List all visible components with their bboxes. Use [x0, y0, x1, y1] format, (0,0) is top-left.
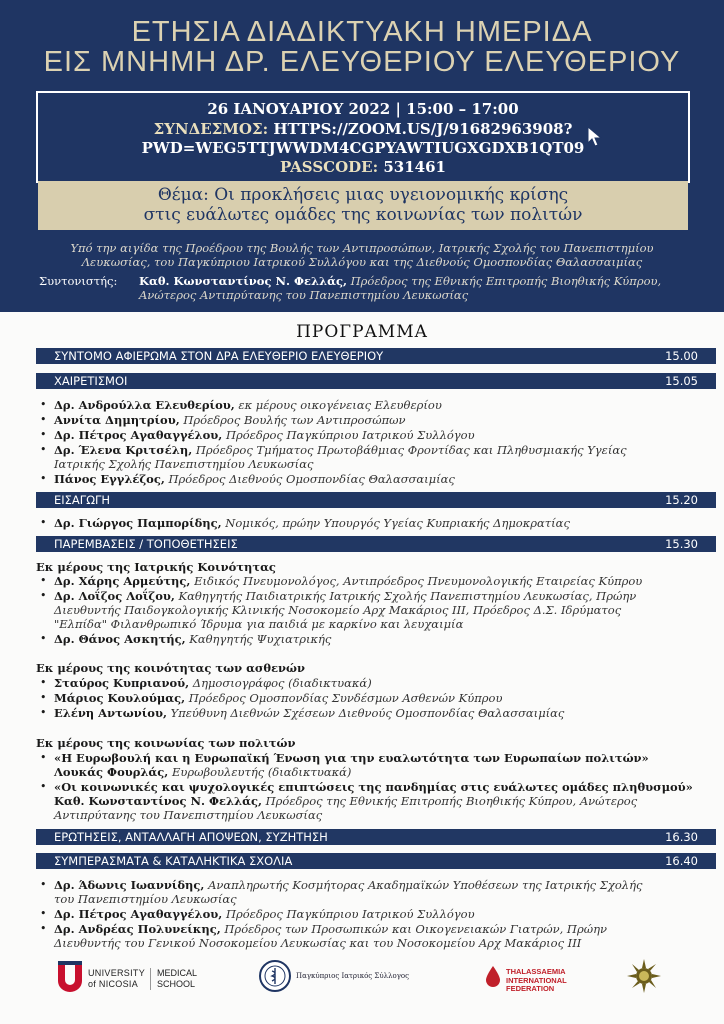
- coordinator-role1: Πρόεδρος της Εθνικής Επιτροπής Βιοηθικής Κύπρου,: [350, 274, 662, 288]
- section-bar-conclusions: [36, 853, 716, 869]
- bullet: •: [40, 878, 47, 891]
- section-bar-intro: [36, 492, 716, 508]
- passcode-label: PASSCODE:: [279, 158, 379, 176]
- list-item-continuation: του Πανεπιστημίου Λευκωσίας: [54, 892, 237, 906]
- list-item-continuation: Ιατρικής Σχολής Πανεπιστημίου Λευκωσίας: [54, 457, 314, 471]
- coordinator-label: Συντονιστής:: [39, 274, 118, 288]
- section-label: ΕΙΣΑΓΩΓΗ: [54, 493, 111, 507]
- link-label: ΣΥΝΔΕΣΜΟΣ:: [153, 120, 269, 138]
- bullet: •: [40, 428, 47, 441]
- list-item: Δρ. Ανδρέας Πολυνείκης, Πρόεδρος των Προσωπικών και Οικογενειακών Γιατρών, Πρώην: [54, 922, 607, 936]
- coordinator-name: Καθ. Κωνσταντίνος Ν. Φελλάς,: [139, 274, 347, 288]
- list-item: Δρ. Λοΐζος Λοΐζου, Καθηγητής Παιδιατρικής Ιατρικής Σχολής Πανεπιστημίου Λευκωσίας, Πρώην: [54, 589, 637, 603]
- bullet: •: [40, 632, 47, 645]
- section-bar-greetings: [36, 373, 716, 389]
- section-label: ΧΑΙΡΕΤΙΣΜΟΙ: [54, 374, 128, 388]
- list-item: Σταύρος Κυπριανού, Δημοσιογράφος (διαδικτυακά): [54, 676, 372, 690]
- talk-topic: «Οι κοινωνικές και ψυχολογικές επιπτώσεις της πανδημίας στις ευάλωτες ομάδες πληθυσμού»: [54, 780, 693, 794]
- aegis-line1: Υπό την αιγίδα της Προέδρου της Βουλής των Αντιπροσώπων, Ιατρικής Σχολής του Πανεπιστημίου: [70, 241, 654, 255]
- university-nicosia-logo-icon: [56, 961, 84, 993]
- sun-emblem-icon: [626, 958, 662, 994]
- unic-wordmark: UNIVERSITY of NICOSIA: [88, 968, 146, 989]
- bullet: •: [40, 413, 47, 426]
- section-time: 15.20: [665, 493, 698, 507]
- section-label: ΣΥΝΤΟΜΟ ΑΦΙΕΡΩΜΑ ΣΤΟΝ ΔΡΑ ΕΛΕΥΘΕΡΙΟ ΕΛΕΥΘΕΡΙΟΥ: [54, 349, 384, 363]
- zoom-link-part1[interactable]: HTTPS://ZOOM.US/J/91682963908?: [273, 120, 573, 138]
- talk-speaker: Λουκάς Φουρλάς, Ευρωβουλευτής (διαδικτυακά): [54, 765, 352, 779]
- list-item: Ελένη Αντωνίου, Υπεύθυνη Διεθνών Σχέσεων Διεθνούς Ομοσπονδίας Θαλασσαιμίας: [54, 706, 565, 720]
- list-item-continuation: Αντιπρύτανης του Πανεπιστημίου Λευκωσίας: [54, 808, 323, 822]
- theme-line1: Θέμα: Οι προκλήσεις μιας υγειονομικής κρίσης: [157, 185, 569, 205]
- talk-topic: «Η Ευρωβουλή και η Ευρωπαϊκή Ένωση για την ευαλωτότητα των Ευρωπαίων πολιτών»: [54, 751, 649, 765]
- aegis-line2: Λευκωσίας, του Παγκύπριου Ιατρικού Συλλόγου και της Διεθνούς Ομοσπονδίας Θαλασσαιμίας: [81, 255, 643, 269]
- zoom-link-part2[interactable]: PWD=WEG5TTJWWDM4CGPYAWTIUGXGDXB1QT09: [141, 139, 585, 157]
- bullet: •: [40, 922, 47, 935]
- section-bar-tribute: [36, 348, 716, 364]
- medical-association-seal-icon: [258, 959, 292, 993]
- date-time: 26 ΙΑΝΟΥΑΡΙΟΥ 2022 | 15:00 – 17:00: [207, 100, 519, 118]
- list-item: Δρ. Έλενα Κριτσέλη, Πρόεδρος Τμήματος Πρωτοβάθμιας Φροντίδας και Πληθυσμιακής Υγείας: [54, 443, 627, 457]
- list-item: Μάριος Κουλούμας, Πρόεδρος Ομοσπονδίας Συνδέσμων Ασθενών Κύπρου: [54, 691, 503, 705]
- list-item: Δρ. Πέτρος Αγαθαγγέλου, Πρόεδρος Παγκύπριου Ιατρικού Συλλόγου: [54, 907, 475, 921]
- section-label: ΕΡΩΤΗΣΕΙΣ, ΑΝΤΑΛΛΑΓΗ ΑΠΟΨΕΩΝ, ΣΥΖΗΤΗΣΗ: [54, 830, 328, 844]
- medical-school-wordmark: MEDICAL SCHOOL: [150, 968, 197, 990]
- tif-wordmark: THALASSAEMIA INTERNATIONAL FEDERATION: [506, 967, 567, 993]
- list-item: Δρ. Άδωνις Ιωαννίδης, Αναπληρωτής Κοσμήτορας Ακαδημαϊκών Υποθέσεων της Ιατρικής Σχολής: [54, 878, 643, 892]
- bullet: •: [40, 472, 47, 485]
- bullet: •: [40, 398, 47, 411]
- section-label: ΣΥΜΠΕΡΑΣΜΑΤΑ & ΚΑΤΑΛΗΚΤΙΚΑ ΣΧΟΛΙΑ: [54, 854, 293, 868]
- passcode-line: [38, 158, 688, 176]
- list-item: Αννίτα Δημητρίου, Πρόεδρος Βουλής των Αντιπροσώπων: [54, 413, 406, 427]
- program-title: ΠΡΟΓΡΑΜΜΑ: [296, 322, 428, 342]
- group-heading-citizens: Εκ μέρους της κοινωνίας των πολιτών: [36, 736, 296, 750]
- sponsor-logos: [0, 955, 724, 1011]
- bullet: •: [40, 589, 47, 602]
- bullet: •: [40, 780, 47, 793]
- coordinator-role2: Ανώτερος Αντιπρύτανης του Πανεπιστημίου Λευκωσίας: [139, 288, 469, 302]
- theme-line2: στις ευάλωτες ομάδες της κοινωνίας των πολιτών: [143, 205, 583, 225]
- coordinator-info: [139, 274, 662, 302]
- section-time: 16.30: [665, 830, 698, 844]
- list-item: Πάνος Εγγλέζος, Πρόεδρος Διεθνούς Ομοσπονδίας Θαλασσαιμίας: [54, 472, 455, 486]
- bullet: •: [40, 574, 47, 587]
- section-label: ΠΑΡΕΜΒΑΣΕΙΣ / ΤΟΠΟΘΕΤΗΣΕΙΣ: [54, 537, 238, 551]
- bullet: •: [40, 516, 47, 529]
- section-bar-discussion: [36, 829, 716, 845]
- list-item: Δρ. Θάνος Ασκητής, Καθηγητής Ψυχιατρικής: [54, 632, 332, 646]
- section-time: 15.00: [665, 349, 698, 363]
- thalassaemia-drop-icon: [484, 965, 502, 987]
- section-bar-interventions: [36, 536, 716, 552]
- bullet: •: [40, 676, 47, 689]
- list-item: Δρ. Ανδρούλλα Ελευθερίου, εκ μέρους οικογένειας Ελευθερίου: [54, 398, 442, 412]
- group-heading-patients: Εκ μέρους της κοινότητας των ασθενών: [36, 661, 305, 675]
- list-item-continuation: "Ελπίδα" Φιλανθρωπικό Ίδρυμα για παιδιά με καρκίνο και λευχαιμία: [54, 617, 464, 631]
- header-banner: [0, 0, 724, 312]
- list-item: Δρ. Γιώργος Παμπορίδης, Νομικός, πρώην Υπουργός Υγείας Κυπριακής Δημοκρατίας: [54, 516, 570, 530]
- section-time: 15.30: [665, 537, 698, 551]
- list-item: Δρ. Χάρης Αρμεύτης, Ειδικός Πνευμονολόγος, Αντιπρόεδρος Πνευμονολογικής Εταιρείας Κύπρου: [54, 574, 643, 588]
- event-title-line1: ΕΤΗΣΙΑ ΔΙΑΔΙΚΤΥΑΚΗ ΗΜΕΡΙΔΑ: [131, 16, 593, 48]
- section-time: 15.05: [665, 374, 698, 388]
- event-title-line2: ΕΙΣ ΜΝΗΜΗ ΔΡ. ΕΛΕΥΘΕΡΙΟΥ ΕΛΕΥΘΕΡΙΟΥ: [43, 46, 681, 78]
- group-heading-medical: Εκ μέρους της Ιατρικής Κοινότητας: [36, 560, 276, 574]
- theme-box: [38, 181, 688, 230]
- talk-speaker: Καθ. Κωνσταντίνος Ν. Φελλάς, Πρόεδρος της Εθνικής Επιτροπής Βιοηθικής Κύπρου, Ανώτερος: [54, 794, 638, 808]
- passcode-value: 531461: [383, 158, 446, 176]
- bullet: •: [40, 706, 47, 719]
- bullet: •: [40, 907, 47, 920]
- event-info-box: [36, 91, 690, 183]
- bullet: •: [40, 691, 47, 704]
- bullet: •: [40, 443, 47, 456]
- medical-association-name: Παγκύπριος Ιατρικός Σύλλογος: [296, 972, 410, 980]
- list-item: Δρ. Πέτρος Αγαθαγγέλου, Πρόεδρος Παγκύπριου Ιατρικού Συλλόγου: [54, 428, 475, 442]
- mouse-cursor-icon: [587, 126, 605, 148]
- section-time: 16.40: [665, 854, 698, 868]
- list-item-continuation: Διευθυντής Παιδογκολογικής Κλινικής Νοσοκομείο Αρχ Μακάριος ΙΙΙ, Πρόεδρος Δ.Σ. Ιδρύματος: [54, 603, 622, 617]
- bullet: •: [40, 751, 47, 764]
- list-item-continuation: Διευθυντής του Γενικού Νοσοκομείου Λευκωσίας και του Νοσοκομείου Αρχ Μακάριος ΙΙΙ: [54, 936, 582, 950]
